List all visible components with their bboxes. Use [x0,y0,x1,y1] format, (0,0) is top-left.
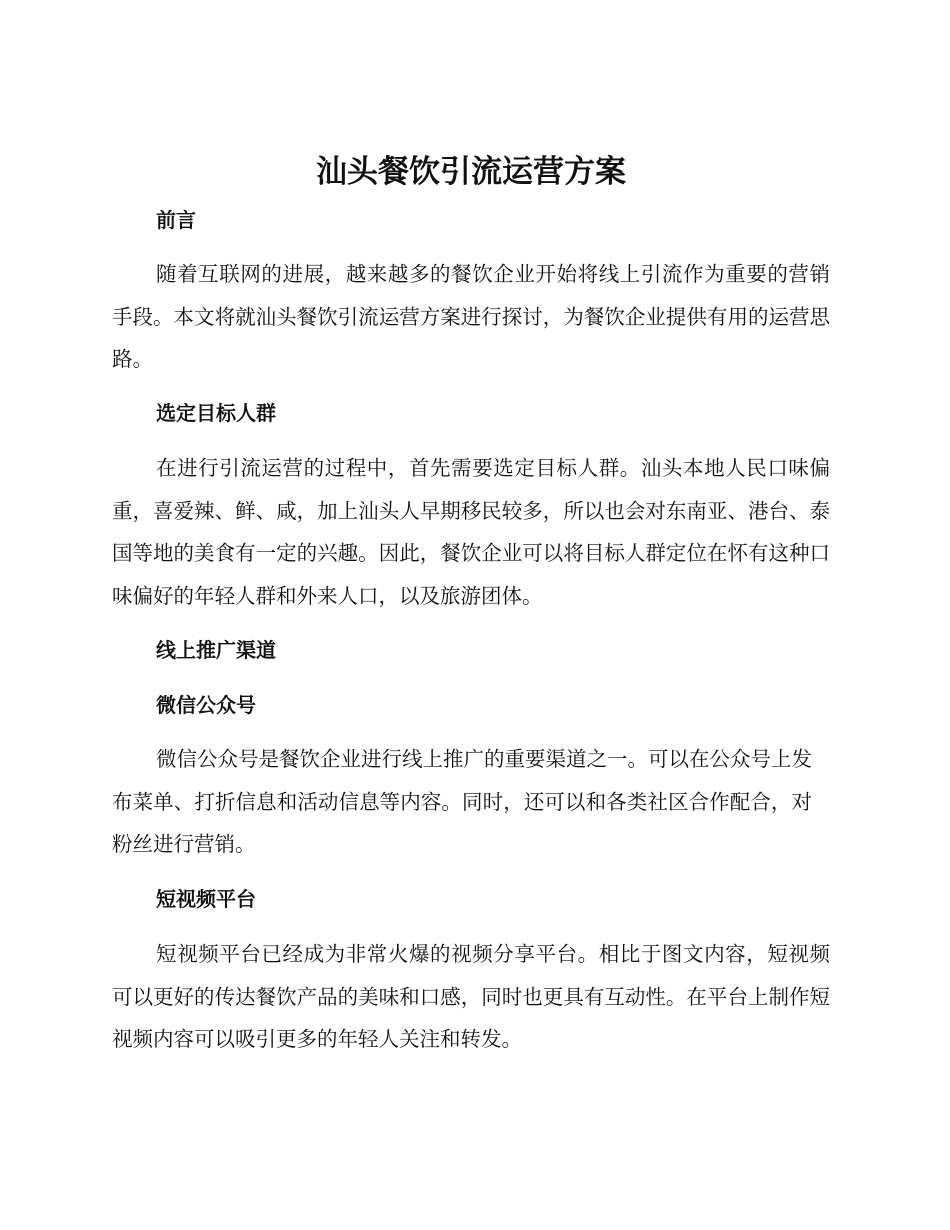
section-heading-online-channels: 线上推广渠道 [156,638,276,662]
section-heading-wechat: 微信公众号 [156,693,256,717]
section-paragraph-short-video: 短视频平台已经成为非常火爆的视频分享平台。相比于图文内容，短视频可以更好的传达餐饮产品的美味和口感，同时也更具有互动性。在平台上制作短视频内容可以吸引更多的年轻人关注和转发。 [112,942,830,1051]
section-heading-preface: 前言 [156,208,196,232]
section-heading-target-audience: 选定目标人群 [156,401,276,425]
section-heading-short-video: 短视频平台 [156,887,256,911]
section-paragraph-wechat: 微信公众号是餐饮企业进行线上推广的重要渠道之一。可以在公众号上发布菜单、打折信息和活动信息等内容。同时，还可以和各类社区合作配合，对粉丝进行营销。 [112,747,812,856]
section-paragraph-target-audience: 在进行引流运营的过程中，首先需要选定目标人群。汕头本地人民口味偏重，喜爱辣、鲜、咸，加上汕头人早期移民较多，所以也会对东南亚、港台、泰国等地的美食有一定的兴趣。因此，餐饮企业可以将目标人群定位在怀有这种口味偏好的年轻人群和外来人口，以及旅游团体。 [112,456,830,608]
section-paragraph-preface: 随着互联网的进展，越来越多的餐饮企业开始将线上引流作为重要的营销手段。本文将就汕头餐饮引流运营方案进行探讨，为餐饮企业提供有用的运营思路。 [112,262,830,371]
document-title: 汕头餐饮引流运营方案 [316,154,626,190]
